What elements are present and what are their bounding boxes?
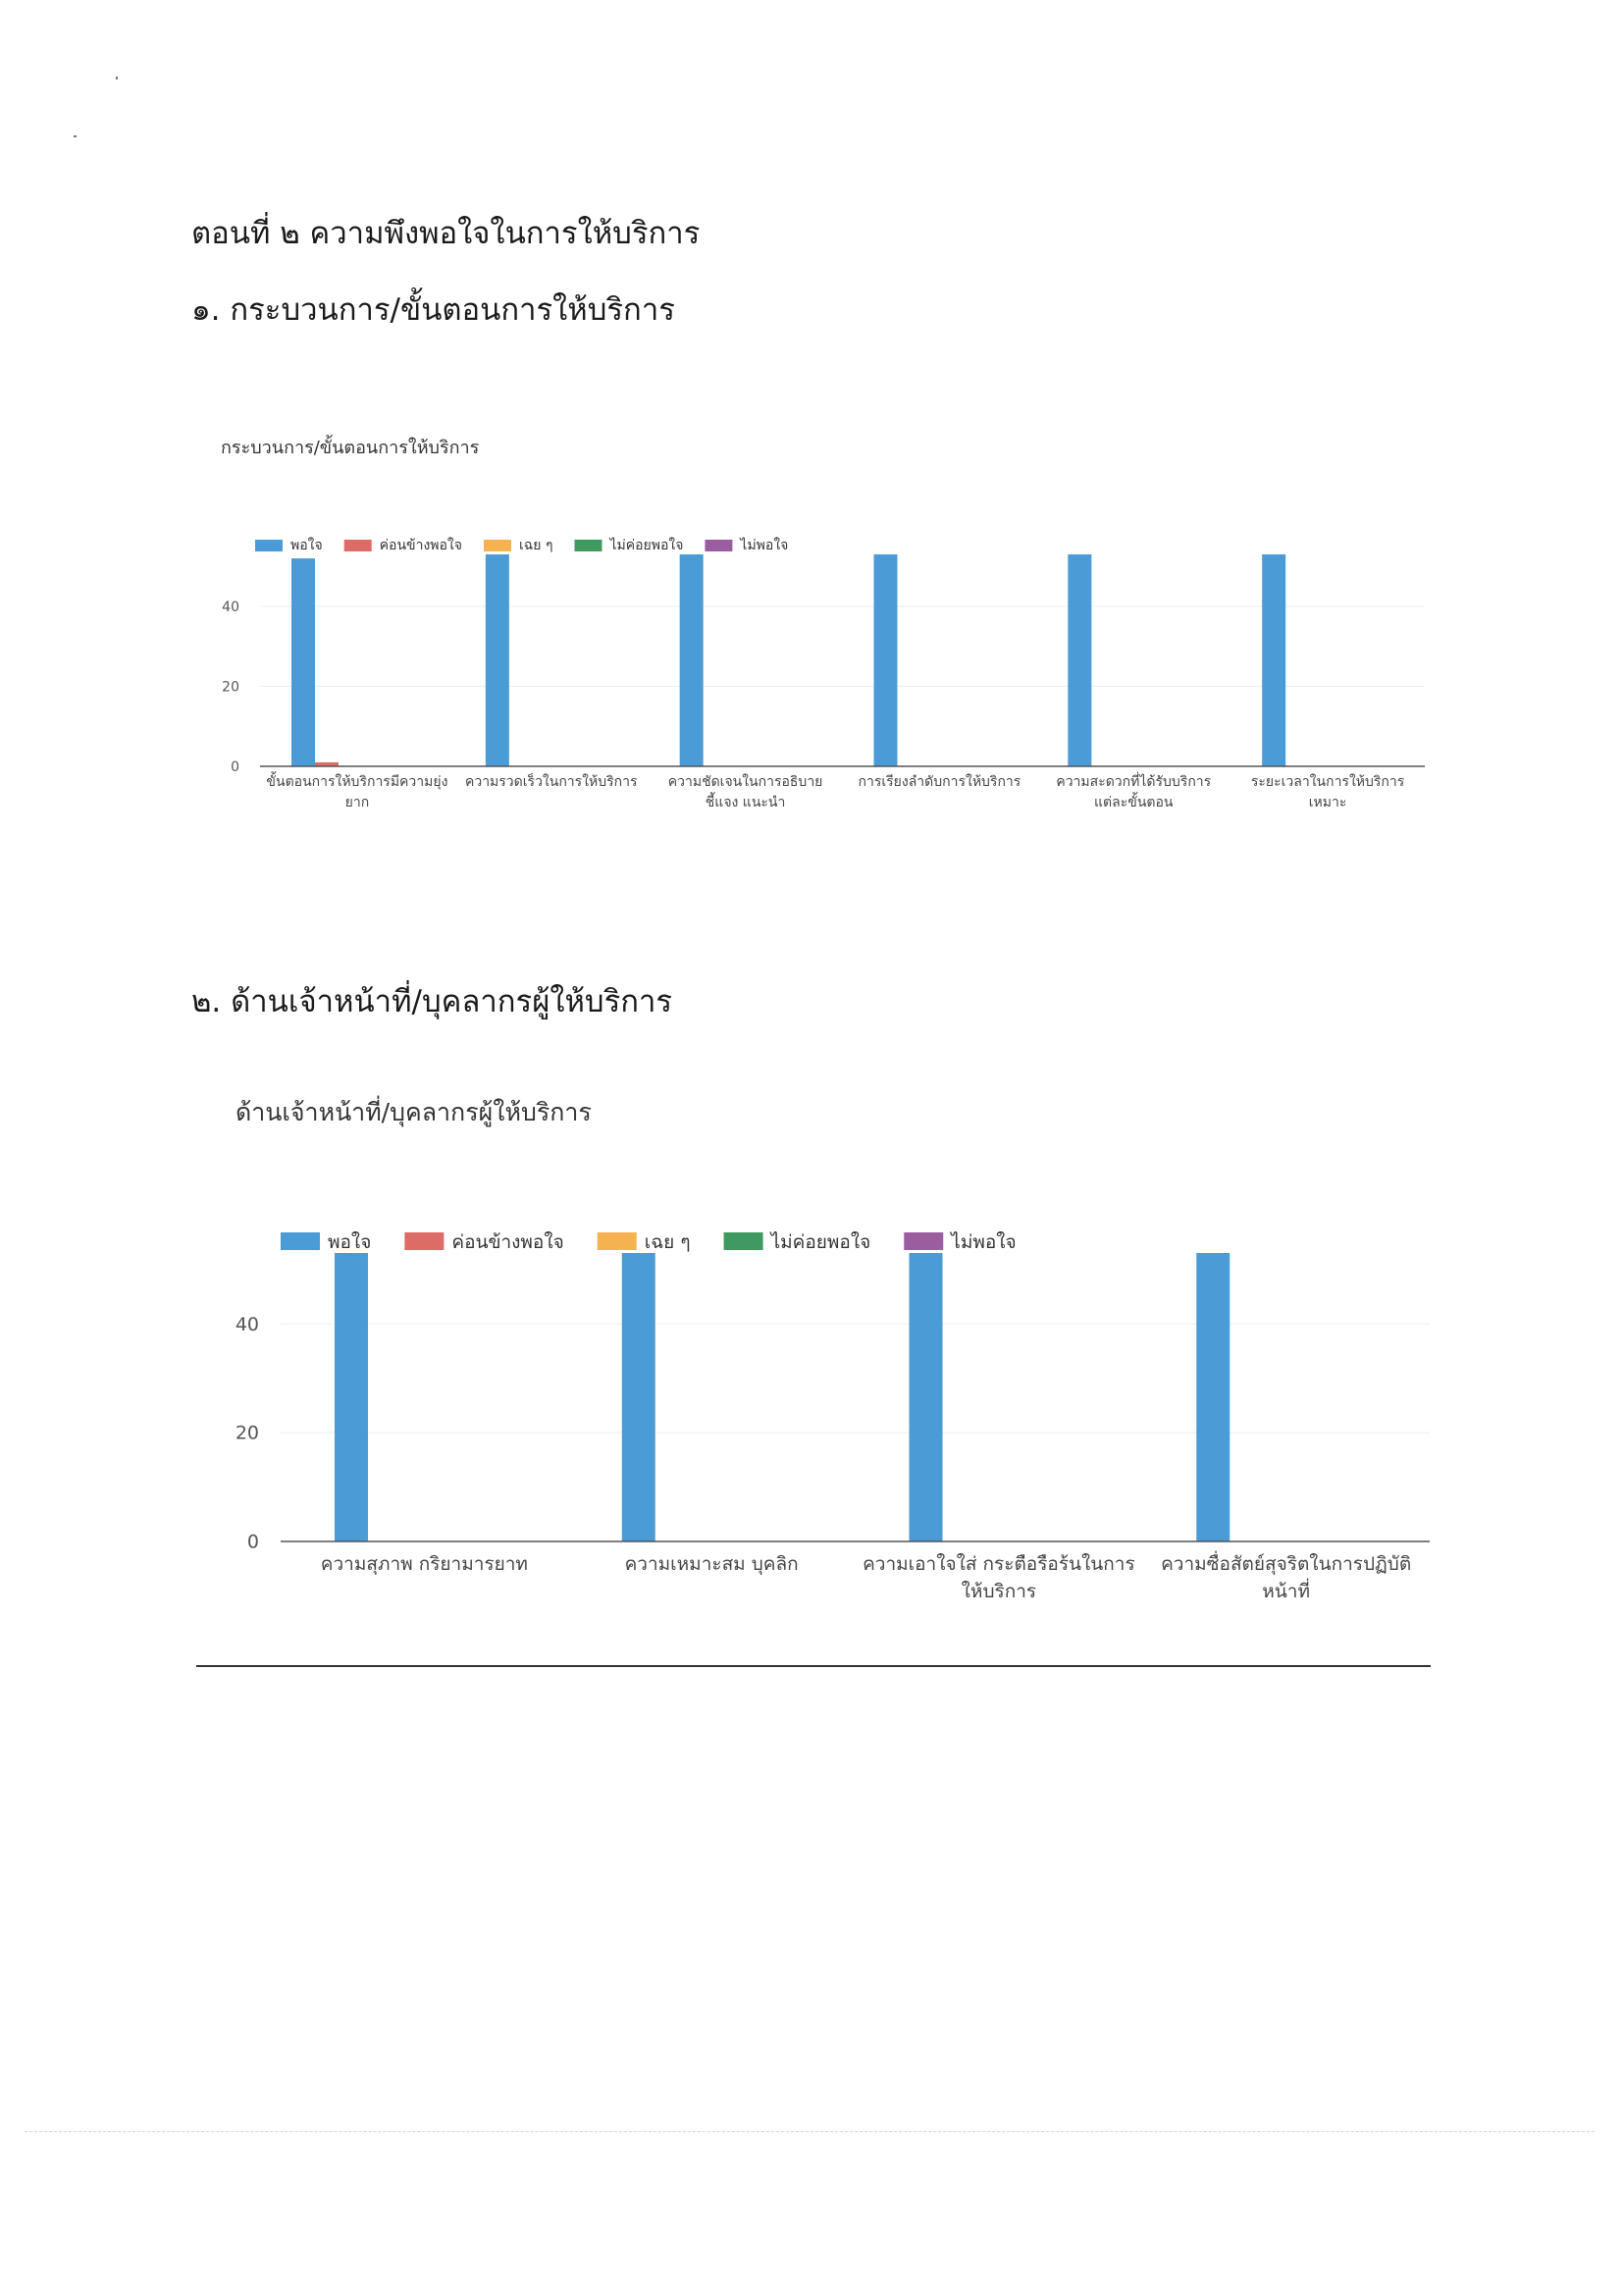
y-tick-label: 20 — [235, 1422, 259, 1444]
y-tick-label: 40 — [222, 599, 239, 615]
legend-swatch — [574, 540, 602, 551]
y-tick-label: 0 — [246, 1531, 259, 1553]
chart-title: ด้านเจ้าหน้าที่/บุคลากรผู้ให้บริการ — [236, 1098, 592, 1126]
legend-swatch — [598, 1232, 637, 1250]
bar-satisfied — [335, 1253, 368, 1541]
y-tick-label: 0 — [231, 758, 239, 775]
legend-swatch — [724, 1232, 763, 1250]
legend-label: ไม่พอใจ — [951, 1231, 1017, 1253]
category-label: ความเอาใจใส่ กระตือรือร้นในการ — [863, 1553, 1135, 1575]
legend-label: พอใจ — [328, 1231, 372, 1253]
legend-swatch — [281, 1232, 320, 1250]
closing-rule — [196, 1665, 1431, 1667]
y-tick-label: 20 — [222, 679, 239, 696]
legend-label: ไม่พอใจ — [740, 538, 789, 553]
bar-satisfied — [910, 1253, 943, 1541]
staff-satisfaction-chart — [0, 1089, 1623, 1639]
section-1-heading: ๑. กระบวนการ/ขั้นตอนการให้บริการ — [191, 292, 675, 328]
bar-satisfied — [291, 558, 315, 766]
scan-speck — [74, 135, 77, 137]
category-label: ขั้นตอนการให้บริการมีความยุ่ง — [266, 774, 448, 790]
category-label: ชี้แจง แนะนำ — [705, 795, 786, 810]
legend-swatch — [344, 540, 372, 551]
bar-satisfied — [680, 554, 704, 766]
process-satisfaction-chart — [0, 422, 1623, 834]
category-label: หน้าที่ — [1262, 1581, 1310, 1602]
category-label: แต่ละขั้นตอน — [1094, 795, 1174, 810]
legend-swatch — [404, 1232, 444, 1250]
bar-satisfied — [1068, 554, 1091, 766]
category-label: การเรียงลำดับการให้บริการ — [858, 774, 1021, 790]
legend-label: ค่อนข้างพอใจ — [451, 1231, 564, 1253]
legend-label: ไม่ค่อยพอใจ — [770, 1231, 871, 1253]
category-label: เหมาะ — [1308, 795, 1347, 810]
legend-label: เฉย ๆ — [518, 538, 553, 553]
bar-satisfied — [874, 554, 898, 766]
legend-swatch — [484, 540, 511, 551]
y-tick-label: 40 — [235, 1313, 259, 1335]
legend-label: เฉย ๆ — [644, 1231, 691, 1253]
bar-satisfied — [1262, 554, 1285, 766]
category-label: ความซื่อสัตย์สุจริตในการปฏิบัติ — [1161, 1553, 1412, 1575]
legend-label: พอใจ — [290, 538, 323, 553]
category-label: ยาก — [344, 795, 370, 810]
bar-satisfied — [486, 554, 509, 766]
legend-label: ไม่ค่อยพอใจ — [609, 538, 684, 553]
category-label: ความรวดเร็วในการให้บริการ — [464, 774, 638, 790]
category-label: ให้บริการ — [961, 1581, 1037, 1602]
scan-speck — [116, 77, 118, 79]
scan-fold-line — [25, 2131, 1595, 2132]
bar-satisfied — [622, 1253, 655, 1541]
chart-title: กระบวนการ/ขั้นตอนการให้บริการ — [221, 438, 480, 458]
bar-satisfied — [1196, 1253, 1230, 1541]
legend-swatch — [255, 540, 283, 551]
category-label: ความเหมาะสม บุคลิก — [624, 1553, 799, 1575]
category-label: ความสุภาพ กริยามารยาท — [320, 1553, 528, 1575]
legend-label: ค่อนข้างพอใจ — [379, 538, 462, 553]
category-label: ระยะเวลาในการให้บริการ — [1250, 774, 1405, 790]
part-heading: ตอนที่ ๒ ความพึงพอใจในการให้บริการ — [191, 216, 701, 251]
category-label: ความสะดวกที่ได้รับบริการ — [1056, 774, 1212, 790]
section-2-heading: ๒. ด้านเจ้าหน้าที่/บุคลากรผู้ให้บริการ — [191, 984, 673, 1019]
category-label: ความชัดเจนในการอธิบาย — [667, 774, 823, 790]
legend-swatch — [904, 1232, 943, 1250]
legend-swatch — [705, 540, 732, 551]
